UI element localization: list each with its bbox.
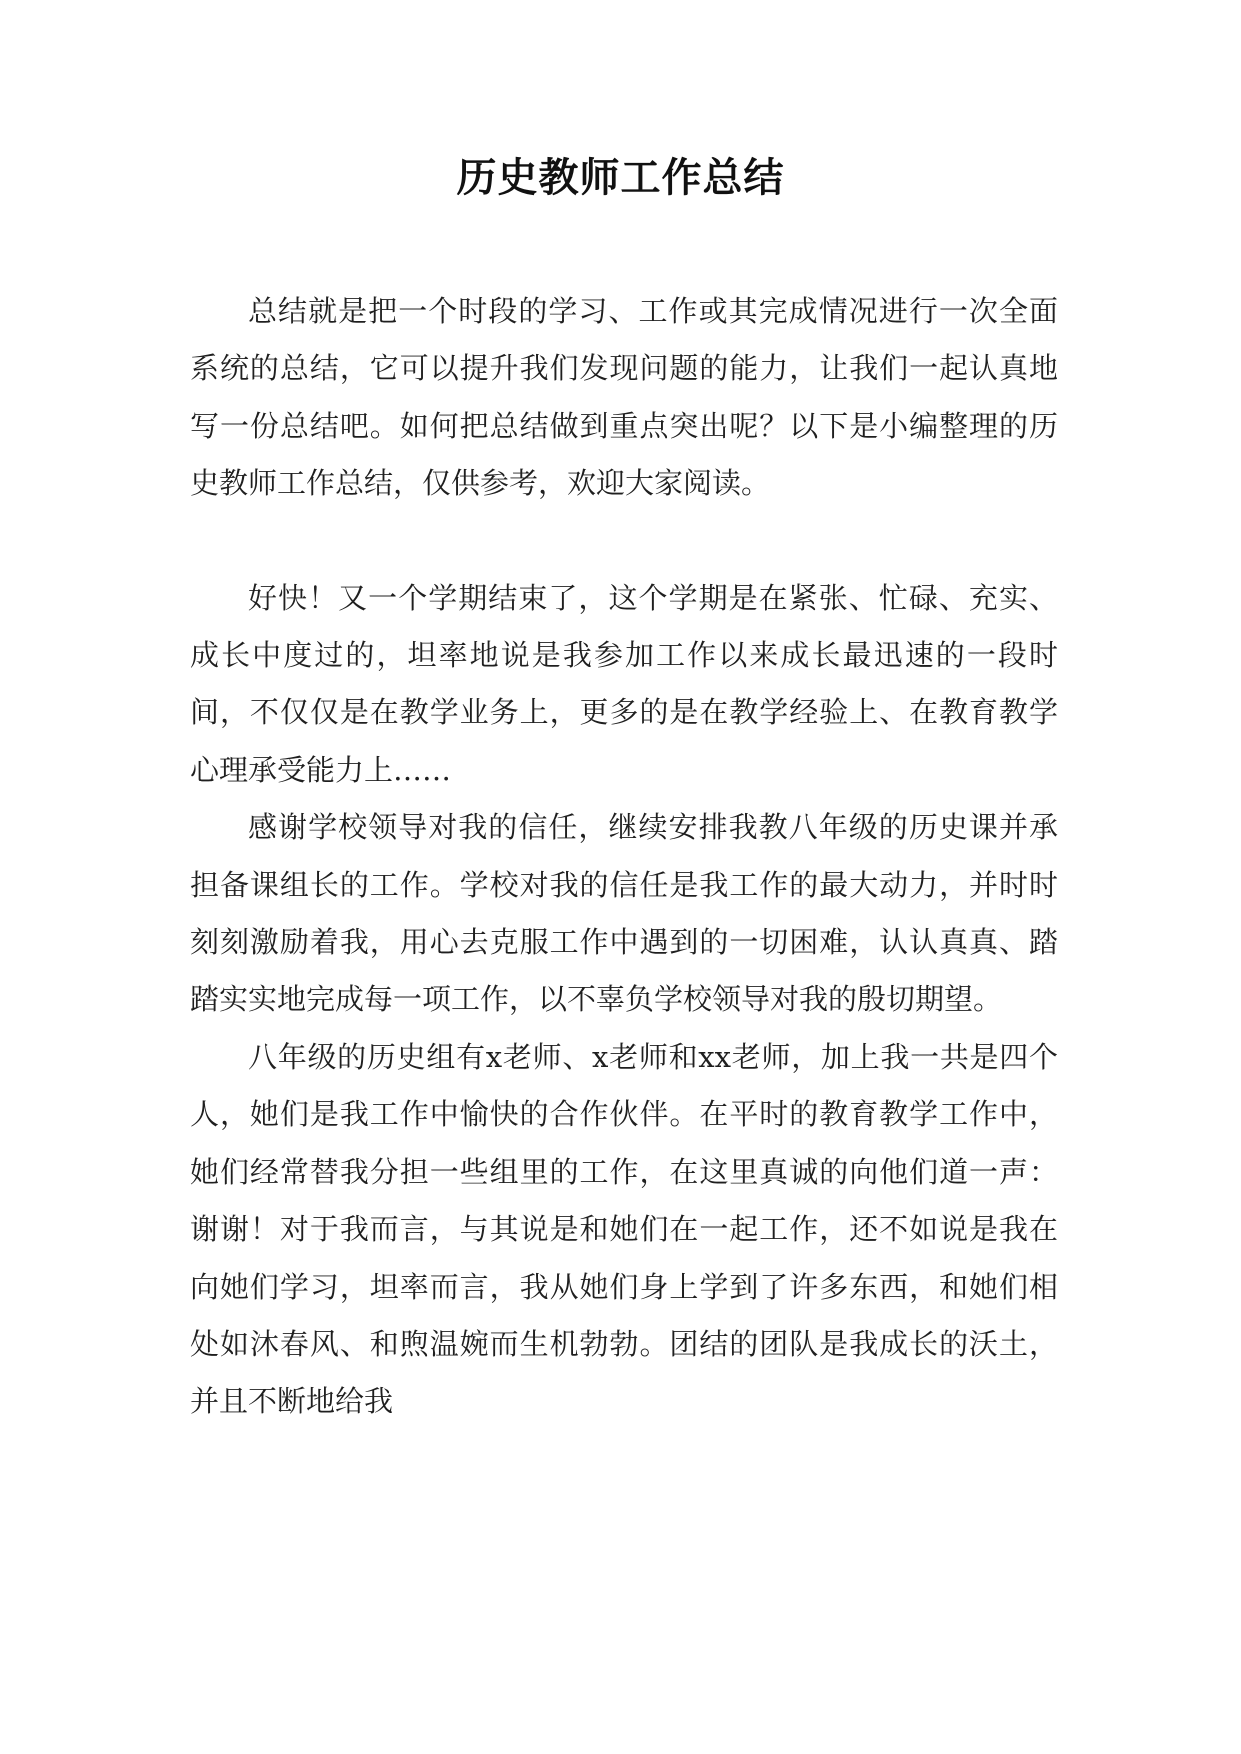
document-body (190, 283, 1058, 1431)
body-paragraph-2: 感谢学校领导对我的信任，继续安排我教八年级的历史课并承担备课组长的工作。学校对我的信任是我工作的最大动力，并时时刻刻激励着我，用心去克服工作中遇到的一切困难，认认真真、踏踏实实地完成每一项工作，以不辜负学校领导对我的殷切期望。 (190, 810, 1058, 1017)
body-paragraph-3: 八年级的历史组有x老师、x老师和xx老师，加上我一共是四个人，她们是我工作中愉快的合作伙伴。在平时的教育教学工作中，她们经常替我分担一些组里的工作，在这里真诚的向他们道一声：谢谢！对于我而言，与其说是和她们在一起工作，还不如说是我在向她们学习，坦率而言，我从她们身上学到了许多东西，和她们相处如沐春风、和煦温婉而生机勃勃。团结的团队是我成长的沃土，并且不断地给我 (190, 1039, 1058, 1419)
body-paragraph-1: 好快！又一个学期结束了，这个学期是在紧张、忙碌、充实、成长中度过的，坦率地说是我参加工作以来成长最迅速的一段时间，不仅仅是在教学业务上，更多的是在教学经验上、在教育教学心理承受能力上…… (190, 580, 1058, 787)
document-title: 历史教师工作总结 (456, 154, 785, 201)
paragraph-spacer (190, 513, 1058, 570)
intro-paragraph: 总结就是把一个时段的学习、工作或其完成情况进行一次全面系统的总结，它可以提升我们发现问题的能力，让我们一起认真地写一份总结吧。如何把总结做到重点突出呢？以下是小编整理的历史教师工作总结，仅供参考，欢迎大家阅读。 (190, 294, 1058, 501)
